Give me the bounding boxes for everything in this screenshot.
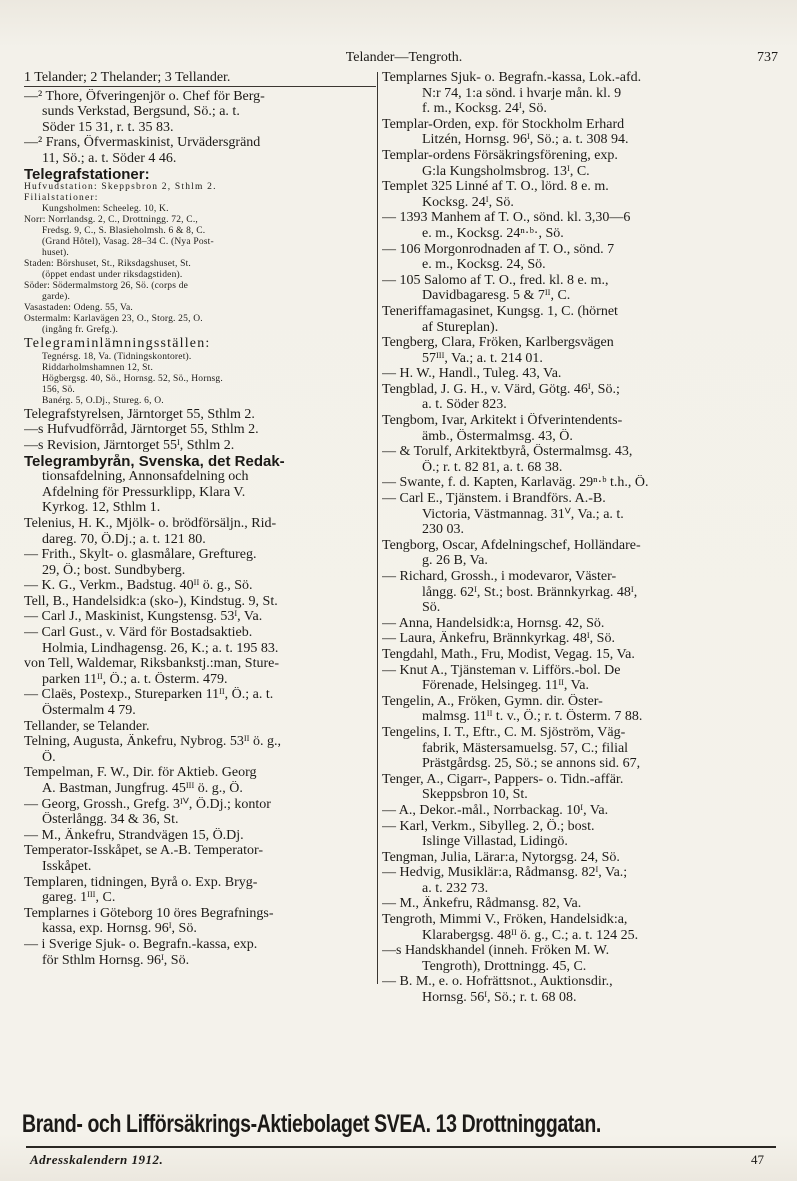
directory-line: Ö.	[42, 749, 56, 765]
directory-line: Templar-ordens Försäkringsförening, exp.	[382, 147, 618, 163]
directory-line: — Carl Gust., v. Värd för Bostadsaktieb.	[24, 625, 253, 641]
directory-line: af Stureplan).	[422, 319, 499, 335]
directory-line: 230 03.	[422, 522, 464, 538]
directory-line: f. m., Kocksg. 24ᴵ, Sö.	[422, 101, 547, 117]
directory-line: — Carl J., Maskinist, Kungstensg. 53ᴵ, Va.	[24, 609, 263, 625]
directory-line: Söder: Södermalmstorg 26, Sö. (corps de	[24, 281, 189, 292]
directory-line: — Frith., Skylt- o. glasmålare, Greftureg.	[24, 547, 257, 563]
directory-line: —² Frans, Öfvermaskinist, Urvädersgränd	[24, 135, 261, 151]
directory-line: Temperator-Isskåpet, se A.-B. Temperator-	[24, 843, 264, 859]
directory-line: Victoria, Västmannag. 31ⱽ, Va.; a. t.	[422, 506, 624, 522]
directory-line: A. Bastman, Jungfrug. 45ᴵᴵᴵ ö. g., Ö.	[42, 781, 243, 796]
directory-line: Filialstationer:	[24, 193, 99, 204]
directory-line: Ö.; r. t. 82 81, a. t. 68 38.	[422, 459, 563, 475]
directory-line: gareg. 1ᴵᴵᴵ, C.	[42, 890, 116, 906]
directory-line: — Knut A., Tjänsteman v. Lifförs.-bol. De	[382, 662, 621, 678]
directory-line: dareg. 70, Ö.Dj.; a. t. 121 80.	[42, 531, 206, 547]
directory-line: Tell, B., Handelsidk:a (sko-), Kindstug. 9, St.	[24, 593, 278, 609]
directory-line: von Tell, Waldemar, Riksbankstj.:man, Sture-	[24, 656, 280, 672]
directory-line: Tengbom, Ivar, Arkitekt i Öfverintendents-	[382, 413, 623, 429]
directory-line: Tengroth, Mimmi V., Fröken, Handelsidk:a,	[382, 912, 628, 928]
directory-line: malmsg. 11ᴵᴵ t. v., Ö.; r. t. Österm. 7 88.	[422, 709, 643, 725]
directory-line: (öppet endast under riksdagstiden).	[42, 270, 183, 281]
directory-line: — 106 Morgonrodnaden af T. O., sönd. 7	[382, 241, 615, 257]
directory-line: Tengberg, Clara, Fröken, Karlbergsvägen	[382, 335, 614, 351]
directory-line: Tengelin, A., Fröken, Gymn. dir. Öster-	[382, 693, 603, 709]
directory-line: 11, Sö.; a. t. Söder 4 46.	[42, 150, 177, 166]
directory-line: Tenger, A., Cigarr-, Pappers- o. Tidn.-affär.	[382, 771, 624, 787]
column-divider	[377, 72, 378, 984]
directory-line: — Claës, Postexp., Stureparken 11ᴵᴵ, Ö.; a. t.	[24, 687, 274, 703]
directory-line: Templar-Orden, exp. för Stockholm Erhard	[382, 116, 625, 132]
directory-line: (ingång fr. Grefg.).	[42, 325, 119, 336]
directory-line: a. t. 232 73.	[422, 880, 489, 896]
directory-line: parken 11ᴵᴵ, Ö.; a. t. Österm. 479.	[42, 671, 228, 687]
footer-rule	[26, 1146, 776, 1148]
directory-line: N:r 74, 1:a sönd. i hvarje mån. kl. 9	[422, 85, 622, 101]
directory-line: Tengdahl, Math., Fru, Modist, Vegag. 15, Va.	[382, 646, 635, 662]
directory-line: (Grand Hôtel), Vasag. 28–34 C. (Nya Post-	[42, 237, 214, 248]
directory-line: Tengblad, J. G. H., v. Värd, Götg. 46ᴵ, Sö.;	[382, 381, 620, 397]
directory-line: Kyrkog. 12, Sthlm 1.	[42, 500, 161, 516]
directory-line: G:la Kungsholmsbrog. 13ᴵ, C.	[422, 163, 590, 179]
directory-line: Högbergsg. 40, Sö., Hornsg. 52, Sö., Hornsg.	[42, 373, 223, 384]
directory-line: — M., Änkefru, Strandvägen 15, Ö.Dj.	[24, 827, 244, 843]
directory-line: Kocksg. 24ᴵ, Sö.	[422, 194, 514, 210]
directory-line: fabrik, Mästersamuelsg. 57, C.; filial	[422, 740, 629, 756]
directory-line: — Carl E., Tjänstem. i Brandförs. A.-B.	[382, 491, 606, 507]
directory-line: — A., Dekor.-mål., Norrbackag. 10ᴵ, Va.	[382, 802, 609, 818]
directory-line: Isskåpet.	[42, 858, 92, 874]
directory-line: — Anna, Handelsidk:a, Hornsg. 42, Sö.	[382, 615, 605, 631]
page-number: 737	[757, 50, 778, 65]
directory-line: — Swante, f. d. Kapten, Karlaväg. 29ⁿ·ᵇ t.h., Ö.	[382, 475, 649, 491]
directory-line: kassa, exp. Hornsg. 96ᴵ, Sö.	[42, 921, 197, 937]
directory-line: 1 Telander; 2 Thelander; 3 Tellander.	[24, 70, 376, 87]
directory-line: Banérg. 5, Ö.Dj., Stureg. 6, Ö.	[42, 395, 164, 406]
directory-line: Norr: Norrlandsg. 2, C., Drottningg. 72, C.,	[24, 215, 198, 226]
directory-line: Östermalm: Karlavägen 23, Ö., Storg. 25, Ö.	[24, 314, 203, 325]
directory-line: Afdelning för Pressurklipp, Klara V.	[42, 484, 246, 500]
page-header	[30, 50, 778, 72]
directory-line: Östermalm 4 79.	[42, 703, 136, 719]
directory-line: Telning, Augusta, Änkefru, Nybrog. 53ᴵᴵ ö. g.,	[24, 734, 281, 750]
directory-line: — 1393 Manhem af T. O., sönd. kl. 3,30—6	[382, 210, 631, 226]
directory-line: Tengroth), Drottningg. 45, C.	[422, 958, 587, 974]
directory-line: Tengborg, Oscar, Afdelningschef, Holländare-	[382, 537, 641, 553]
directory-line: Staden: Börshuset, St., Riksdagshuset, St.	[24, 259, 192, 270]
directory-line: 29, Ö.; bost. Sundbyberg.	[42, 562, 186, 578]
directory-line: —² Thore, Öfveringenjör o. Chef för Berg-	[24, 88, 265, 104]
directory-line: 57ᴵᴵᴵ, Va.; a. t. 214 01.	[422, 350, 543, 366]
running-title: Telander—Tengroth.	[345, 50, 463, 65]
directory-line: för Sthlm Hornsg. 96ᴵ, Sö.	[42, 952, 190, 968]
page-footer	[30, 1152, 770, 1172]
directory-line: Litzén, Hornsg. 96ᴵ, Sö.; a. t. 308 94.	[422, 132, 629, 148]
directory-line: sunds Verkstad, Bergsund, Sö.; a. t.	[42, 104, 240, 120]
directory-line: Holmia, Lindhagensg. 26, K.; a. t. 195 83.	[42, 640, 279, 656]
directory-line: Tempelman, F. W., Dir. för Aktieb. Georg	[24, 765, 257, 781]
directory-line: huset).	[42, 248, 69, 259]
directory-line: Riddarholmshamnen 12, St.	[42, 362, 154, 373]
directory-line: — M., Änkefru, Rådmansg. 82, Va.	[382, 896, 582, 912]
directory-line: Telenius, H. K., Mjölk- o. brödförsäljn., Rid-	[24, 515, 277, 531]
directory-line: Prästgårdsg. 25, Sö.; se annons sid. 67,	[422, 756, 641, 772]
directory-line: Sö.	[422, 600, 441, 616]
directory-line: ämb., Östermalmsg. 43, Ö.	[422, 428, 573, 444]
directory-line: Teneriffamagasinet, Kungsg. 1, C. (hörnet	[382, 303, 618, 319]
directory-line: — i Sverige Sjuk- o. Begrafn.-kassa, exp.	[24, 936, 258, 952]
directory-line: Telegrafstyrelsen, Järntorget 55, Sthlm 2.	[24, 406, 255, 422]
directory-line: Templaren, tidningen, Byrå o. Exp. Bryg-	[24, 874, 258, 890]
directory-line: — Karl, Verkm., Sibylleg. 2, Ö.; bost.	[382, 818, 595, 834]
directory-line: — H. W., Handl., Tuleg. 43, Va.	[382, 366, 562, 382]
directory-line: Telegrambyrån, Svenska, det Redak-	[24, 453, 285, 470]
directory-line: Klarabergsg. 48ᴵᴵ ö. g., C.; a. t. 124 25.	[422, 927, 639, 943]
directory-line: e. m., Kocksg. 24, Sö.	[422, 257, 546, 273]
directory-line: a. t. Söder 823.	[422, 397, 507, 413]
directory-line: Templarnes i Göteborg 10 öres Begrafnings-	[24, 905, 274, 921]
directory-line: långg. 62ᴵ, St.; bost. Brännkyrkag. 48ᴵ,	[422, 584, 638, 600]
directory-line: Templarnes Sjuk- o. Begrafn.-kassa, Lok.-afd.	[382, 70, 642, 85]
directory-line: Österlångg. 34 & 36, St.	[42, 812, 179, 828]
directory-line: Tegnérsg. 18, Va. (Tidningskontoret).	[42, 351, 192, 362]
directory-line: — & Torulf, Arkitektbyrå, Östermalmsg. 43,	[382, 444, 633, 460]
directory-line: — Laura, Änkefru, Brännkyrkag. 48ᴵ, Sö.	[382, 631, 615, 647]
directory-line: tionsafdelning, Annonsafdelning och	[42, 469, 249, 485]
directory-line: Telegrafstationer:	[24, 166, 150, 183]
right-column	[382, 70, 754, 1006]
directory-line: Vasastaden: Odeng. 55, Va.	[24, 303, 133, 314]
directory-line: Fredsg. 9, C., S. Blasieholmsh. 6 & 8, C.	[42, 226, 206, 237]
directory-line: Hufvudstation: Skeppsbron 2, Sthlm 2.	[24, 182, 217, 193]
directory-line: e. m., Kocksg. 24ⁿ·ᵇ·, Sö.	[422, 225, 564, 241]
sheet-number: 47	[751, 1152, 764, 1167]
directory-line: g. 26 B, Va.	[422, 553, 488, 569]
directory-line: Tengman, Julia, Lärar:a, Nytorgsg. 24, Sö.	[382, 849, 620, 865]
directory-line: Skeppsbron 10, St.	[422, 787, 528, 803]
directory-line: Förenade, Helsingeg. 11ᴵᴵ, Va.	[422, 678, 589, 694]
directory-line: Hornsg. 56ᴵ, Sö.; r. t. 68 08.	[422, 990, 577, 1006]
directory-line: 156, Sö.	[42, 384, 76, 395]
directory-line: —s Revision, Järntorget 55ᴵ, Sthlm 2.	[24, 437, 235, 453]
advertisement-banner: Brand- och Lifförsäkrings-Aktiebolaget SVEA. 13 Drottninggatan.	[22, 1110, 601, 1138]
directory-line: Telegraminlämningsställen:	[24, 336, 211, 352]
directory-line: garde).	[42, 292, 71, 303]
directory-line: — Hedvig, Musiklär:a, Rådmansg. 82ᴵ, Va.;	[382, 865, 628, 881]
directory-line: — 105 Salomo af T. O., fred. kl. 8 e. m.,	[382, 272, 609, 288]
directory-line: Davidbagaresg. 5 & 7ᴵᴵ, C.	[422, 288, 571, 304]
directory-line: —s Handskhandel (inneh. Fröken M. W.	[382, 943, 610, 959]
left-column	[24, 70, 376, 968]
directory-line: Islinge Villastad, Lidingö.	[422, 834, 568, 850]
directory-line: Tellander, se Telander.	[24, 718, 150, 734]
directory-line: — B. M., e. o. Hofrättsnot., Auktionsdir.,	[382, 974, 613, 990]
publication-name: Adresskalendern 1912.	[30, 1152, 164, 1167]
directory-line: Tengelins, I. T., Eftr., C. M. Sjöström, Väg-	[382, 724, 626, 740]
directory-line: —s Hufvudförråd, Järntorget 55, Sthlm 2.	[24, 422, 259, 438]
directory-line: Kungsholmen: Scheeleg. 10, K.	[42, 204, 169, 215]
directory-line: — K. G., Verkm., Badstug. 40ᴵᴵ ö. g., Sö.	[24, 578, 253, 594]
directory-line: Söder 15 31, r. t. 35 83.	[42, 119, 174, 135]
directory-line: Templet 325 Linné af T. O., lörd. 8 e. m.	[382, 179, 609, 195]
directory-line: — Richard, Grossh., i modevaror, Väster-	[382, 569, 617, 584]
directory-line: — Georg, Grossh., Grefg. 3ᴵⱽ, Ö.Dj.; kontor	[24, 796, 271, 812]
